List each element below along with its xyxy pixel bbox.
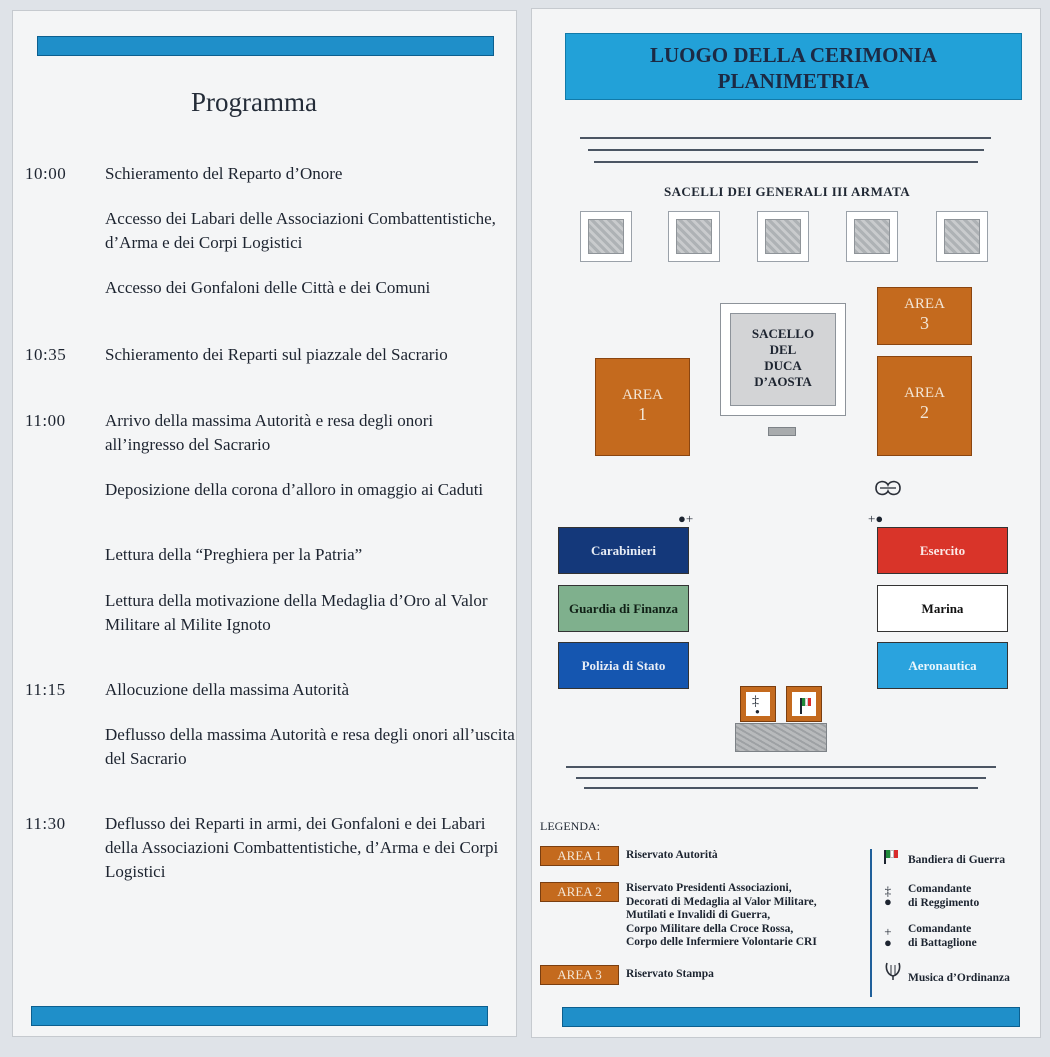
sacello-line: DUCA xyxy=(764,358,802,373)
bottom-blue-bar xyxy=(31,1006,488,1026)
legend-title: LEGENDA: xyxy=(540,819,600,833)
program-title: Programma xyxy=(191,87,317,117)
war-flag-icon xyxy=(786,686,822,722)
generale-tomb xyxy=(580,211,632,262)
top-blue-bar xyxy=(37,36,494,56)
generale-tomb xyxy=(846,211,898,262)
generale-tomb xyxy=(668,211,720,262)
entry-text: Deposizione della corona d’alloro in omaggio ai Caduti xyxy=(105,480,484,499)
divider-line xyxy=(588,149,984,151)
entry-time: 11:00 xyxy=(25,411,66,430)
sacello-duca-aosta xyxy=(720,303,846,416)
legend-line: di Battaglione xyxy=(908,937,977,949)
legend-line: di Reggimento xyxy=(908,897,980,909)
corps-marina: Marina xyxy=(877,585,1008,632)
altar-block xyxy=(735,723,827,752)
legend-reggimento xyxy=(908,882,979,910)
area-3 xyxy=(877,287,972,345)
area-word: AREA xyxy=(904,385,945,401)
legend-area3-text: Riservato Stampa xyxy=(626,968,714,980)
legend-area2-line: Decorati di Medaglia al Valor Militare, xyxy=(626,895,817,908)
legend-musica: Musica d’Ordinanza xyxy=(908,972,1010,984)
corps-esercito: Esercito xyxy=(877,527,1008,574)
entry-text: Arrivo della massima Autorità e resa degli onori all’ingresso del Sacrario xyxy=(105,411,434,454)
bottom-blue-bar xyxy=(562,1007,1020,1027)
sacelli-label: SACELLI DEI GENERALI III ARMATA xyxy=(664,184,910,199)
legend-area1: AREA 1 xyxy=(540,846,619,866)
divider-line xyxy=(576,777,986,779)
lyre-icon xyxy=(884,961,902,981)
legend-area2-line: Corpo delle Infermiere Volontarie CRI xyxy=(626,936,817,948)
legend-area2-line: Corpo Militare della Croce Rossa, xyxy=(626,922,794,935)
generale-tomb xyxy=(757,211,809,262)
entry-time: 10:35 xyxy=(25,345,67,364)
entry-text: Schieramento del Reparto d’Onore xyxy=(105,164,343,183)
legend-separator xyxy=(870,849,872,997)
area-word: AREA xyxy=(904,296,945,312)
corps-carabinieri: Carabinieri xyxy=(558,527,689,574)
map-title xyxy=(565,33,1022,100)
memorial-plate xyxy=(768,427,796,436)
area-2 xyxy=(877,356,972,456)
generale-tomb xyxy=(936,211,988,262)
area-number: 2 xyxy=(920,402,929,422)
divider-line xyxy=(580,137,991,139)
entry-time: 10:00 xyxy=(25,164,67,183)
entry-text: Deflusso dei Reparti in armi, dei Gonfaloni e dei Labari della Associazioni Combattentistiche, d’Arma e dei Corpi Logistici xyxy=(105,814,499,881)
entry-text: Deflusso della massima Autorità e resa degli onori all’uscita del Sacrario xyxy=(105,725,515,768)
area-word: AREA xyxy=(622,387,663,403)
legend-area2: AREA 2 xyxy=(540,882,619,902)
map-title-line1: LUOGO DELLA CERIMONIA xyxy=(649,43,938,67)
sacello-line: D’AOSTA xyxy=(754,374,812,389)
area-number: 1 xyxy=(638,404,647,424)
map-panel xyxy=(531,8,1041,1038)
entry-text: Accesso dei Labari delle Associazioni Combattentistiche, d’Arma e dei Corpi Logistici xyxy=(105,209,496,252)
regiment-commander-icon: ‡ ● xyxy=(884,883,892,909)
map-title-line2: PLANIMETRIA xyxy=(717,69,870,93)
area-1 xyxy=(595,358,690,456)
legend-battaglione xyxy=(908,922,977,950)
legend-line: Comandante xyxy=(908,883,972,895)
entry-text: Allocuzione della massima Autorità xyxy=(105,680,350,699)
war-flag-icon xyxy=(884,850,898,866)
commander-icon: ●+ xyxy=(678,511,694,526)
entry-text: Lettura della motivazione della Medaglia d’Oro al Valor Militare al Milite Ignoto xyxy=(105,591,488,634)
lyre-icon xyxy=(872,477,904,499)
sacello-line: SACELLO xyxy=(751,326,815,341)
legend-area1-text: Riservato Autorità xyxy=(626,849,718,861)
corps-polizia: Polizia di Stato xyxy=(558,642,689,689)
divider-line xyxy=(584,787,978,789)
area-number: 3 xyxy=(920,313,929,333)
program-panel xyxy=(12,10,517,1037)
entry-time: 11:30 xyxy=(25,814,66,833)
corps-aeronautica: Aeronautica xyxy=(877,642,1008,689)
legend-area2-line: Mutilati e Invalidi di Guerra, xyxy=(626,909,771,921)
entry-text: Accesso dei Gonfaloni delle Città e dei Comuni xyxy=(105,278,431,297)
commander-icon: +● xyxy=(868,511,884,526)
legend-line: Comandante xyxy=(908,923,972,935)
corps-guardia-finanza: Guardia di Finanza xyxy=(558,585,689,632)
entry-text: Lettura della “Preghiera per la Patria” xyxy=(105,545,363,564)
legend-area3: AREA 3 xyxy=(540,965,619,985)
entry-text: Schieramento dei Reparti sul piazzale del Sacrario xyxy=(105,345,448,364)
sacello-line: DEL xyxy=(769,342,797,357)
commander-post-icon: ‡ ● xyxy=(740,686,776,722)
legend-bandiera: Bandiera di Guerra xyxy=(908,854,1006,866)
divider-line xyxy=(594,161,978,163)
legend-area2-line: Riservato Presidenti Associazioni, xyxy=(626,882,792,894)
divider-line xyxy=(566,766,996,768)
battalion-commander-icon: + ● xyxy=(884,924,892,950)
legend-area2-text xyxy=(626,882,817,950)
entry-time: 11:15 xyxy=(25,680,66,699)
